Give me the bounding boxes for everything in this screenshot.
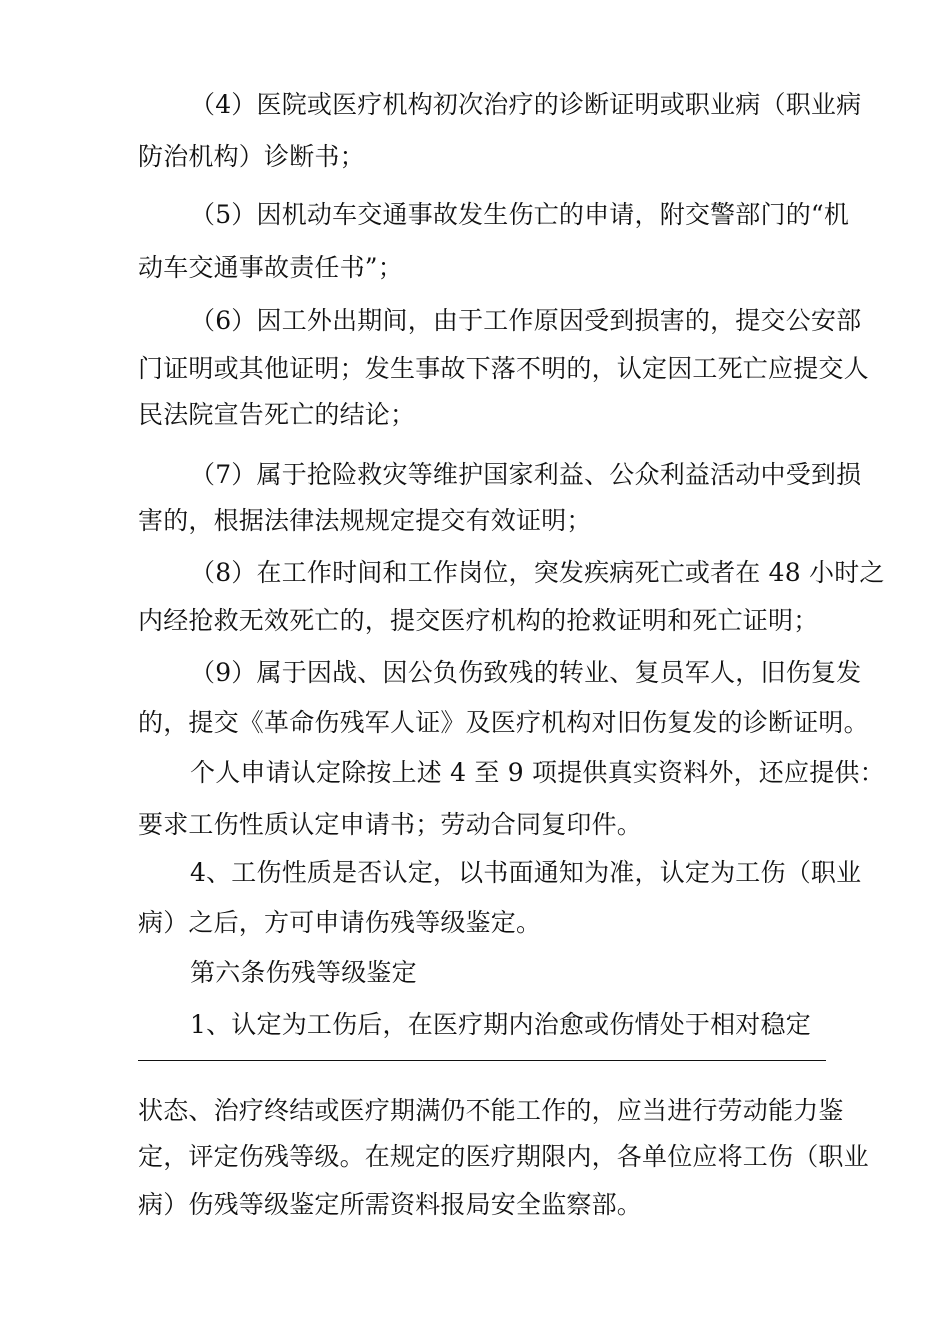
text-line-20: 状态、治疗终结或医疗期满仍不能工作的，应当进行劳动能力鉴 xyxy=(138,1096,844,1125)
text-line-8: （7）属于抢险救灾等维护国家利益、公众利益活动中受到损 xyxy=(190,460,862,489)
text-line-17: 病）之后，方可申请伤残等级鉴定。 xyxy=(138,908,542,937)
text-line-1: （4）医院或医疗机构初次治疗的诊断证明或职业病（职业病 xyxy=(190,90,862,119)
text-line-6: 门证明或其他证明；发生事故下落不明的，认定因工死亡应提交人 xyxy=(138,354,869,383)
text-line-14: 个人申请认定除按上述 4 至 9 项提供真实资料外，还应提供： xyxy=(190,758,885,787)
text-line-22: 病）伤残等级鉴定所需资料报局安全监察部。 xyxy=(138,1190,643,1219)
text-line-19: 1、认定为工伤后，在医疗期内治愈或伤情处于相对稳定 xyxy=(190,1010,811,1039)
text-line-4: 动车交通事故责任书”； xyxy=(138,253,403,282)
text-line-3: （5）因机动车交通事故发生伤亡的申请，附交警部门的“机 xyxy=(190,200,850,229)
text-line-13: 的，提交《革命伤残军人证》及医疗机构对旧伤复发的诊断证明。 xyxy=(138,708,869,737)
text-line-15: 要求工伤性质认定申请书；劳动合同复印件。 xyxy=(138,810,643,839)
text-line-12: （9）属于因战、因公负伤致残的转业、复员军人，旧伤复发 xyxy=(190,658,862,687)
text-line-7: 民法院宣告死亡的结论； xyxy=(138,400,416,429)
text-line-9: 害的，根据法律法规规定提交有效证明； xyxy=(138,506,592,535)
text-line-21: 定，评定伤残等级。在规定的医疗期限内，各单位应将工伤（职业 xyxy=(138,1142,869,1171)
text-line-16: 4、工伤性质是否认定，以书面通知为准，认定为工伤（职业 xyxy=(190,858,862,887)
text-line-2: 防治机构）诊断书； xyxy=(138,142,365,171)
section-heading: 第六条伤残等级鉴定 xyxy=(190,958,417,987)
text-line-11: 内经抢救无效死亡的，提交医疗机构的抢救证明和死亡证明； xyxy=(138,606,819,635)
text-line-10: （8）在工作时间和工作岗位，突发疾病死亡或者在 48 小时之 xyxy=(190,558,885,587)
horizontal-divider xyxy=(138,1060,826,1061)
text-line-5: （6）因工外出期间，由于工作原因受到损害的，提交公安部 xyxy=(190,306,862,335)
